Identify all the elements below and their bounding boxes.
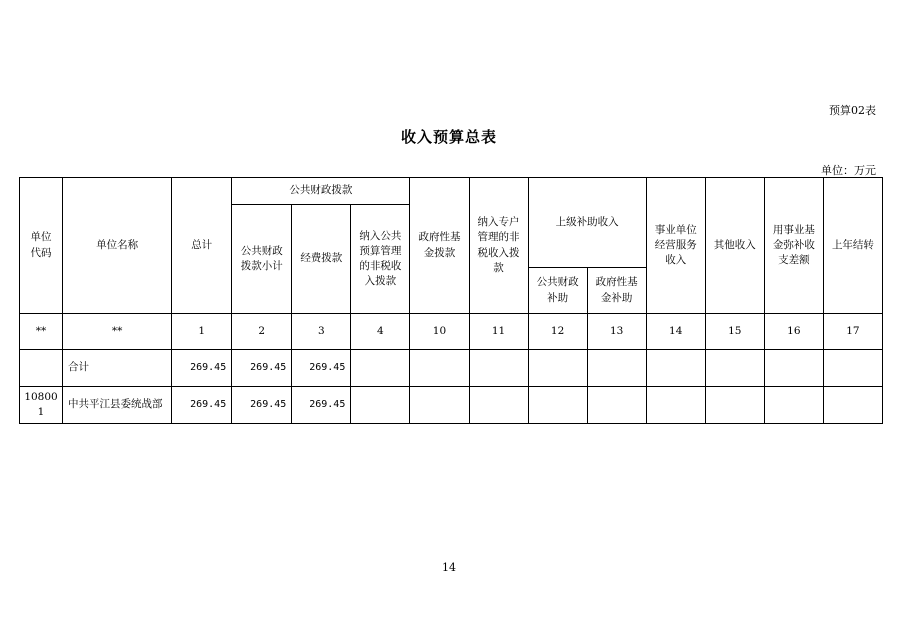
header-gov-fund-subsidy: 政府性基金补助	[587, 268, 646, 314]
value-cell: 269.45	[232, 387, 292, 424]
unit-code-cell: 108001	[20, 387, 63, 424]
index-cell: 3	[292, 314, 351, 350]
index-cell: 2	[232, 314, 292, 350]
value-cell	[351, 350, 410, 387]
value-cell	[469, 350, 528, 387]
index-cell: 12	[528, 314, 587, 350]
value-cell: 269.45	[292, 387, 351, 424]
page-number: 14	[442, 561, 456, 574]
index-cell: 15	[705, 314, 764, 350]
income-budget-table	[19, 177, 883, 424]
header-public-finance-subsidy: 公共财政补助	[528, 268, 587, 314]
value-cell	[646, 350, 705, 387]
index-cell: 11	[469, 314, 528, 350]
header-total: 总计	[172, 178, 232, 314]
header-other-income: 其他收入	[705, 178, 764, 314]
value-cell	[587, 387, 646, 424]
header-fund-balance: 用事业基金弥补收支差额	[764, 178, 823, 314]
index-cell: 1	[172, 314, 232, 350]
index-cell: 13	[587, 314, 646, 350]
unit-name-cell: 中共平江县委统战部	[63, 387, 172, 424]
value-cell	[351, 387, 410, 424]
value-cell	[823, 350, 882, 387]
table-row	[20, 387, 883, 424]
index-cell: **	[20, 314, 63, 350]
header-gov-fund: 政府性基金拨款	[410, 178, 469, 314]
header-institution-income: 事业单位经营服务收入	[646, 178, 705, 314]
unit-name-cell: 合计	[63, 350, 172, 387]
index-cell: 10	[410, 314, 469, 350]
value-cell	[469, 387, 528, 424]
header-unit-code: 单位代码	[20, 178, 63, 314]
value-cell	[823, 387, 882, 424]
header-prior-year-carryover: 上年结转	[823, 178, 882, 314]
unit-code-cell	[20, 350, 63, 387]
value-cell	[764, 350, 823, 387]
header-public-finance-group: 公共财政拨款	[232, 178, 410, 205]
value-cell	[528, 387, 587, 424]
table-row-total	[20, 350, 883, 387]
index-cell: 16	[764, 314, 823, 350]
value-cell	[528, 350, 587, 387]
value-cell	[764, 387, 823, 424]
page-title: 收入预算总表	[400, 128, 497, 146]
index-cell: 17	[823, 314, 882, 350]
value-cell	[410, 387, 469, 424]
header-unit-name: 单位名称	[63, 178, 172, 314]
form-number: 预算02表	[829, 104, 876, 117]
value-cell	[705, 350, 764, 387]
index-cell: 14	[646, 314, 705, 350]
header-public-finance-subtotal: 公共财政拨款小计	[232, 205, 292, 314]
value-cell	[587, 350, 646, 387]
value-cell: 269.45	[172, 350, 232, 387]
value-cell	[646, 387, 705, 424]
index-cell: **	[63, 314, 172, 350]
index-row	[20, 314, 883, 350]
header-non-tax-budget: 纳入公共预算管理的非税收入拨款	[351, 205, 410, 314]
unit-label: 单位：万元	[821, 164, 876, 177]
header-operating-funds: 经费拨款	[292, 205, 351, 314]
value-cell: 269.45	[172, 387, 232, 424]
value-cell: 269.45	[232, 350, 292, 387]
header-special-non-tax: 纳入专户管理的非税收入拨款	[469, 178, 528, 314]
value-cell	[705, 387, 764, 424]
index-cell: 4	[351, 314, 410, 350]
header-row-1	[20, 178, 883, 205]
value-cell	[410, 350, 469, 387]
value-cell: 269.45	[292, 350, 351, 387]
header-superior-subsidy-group: 上级补助收入	[528, 178, 646, 268]
